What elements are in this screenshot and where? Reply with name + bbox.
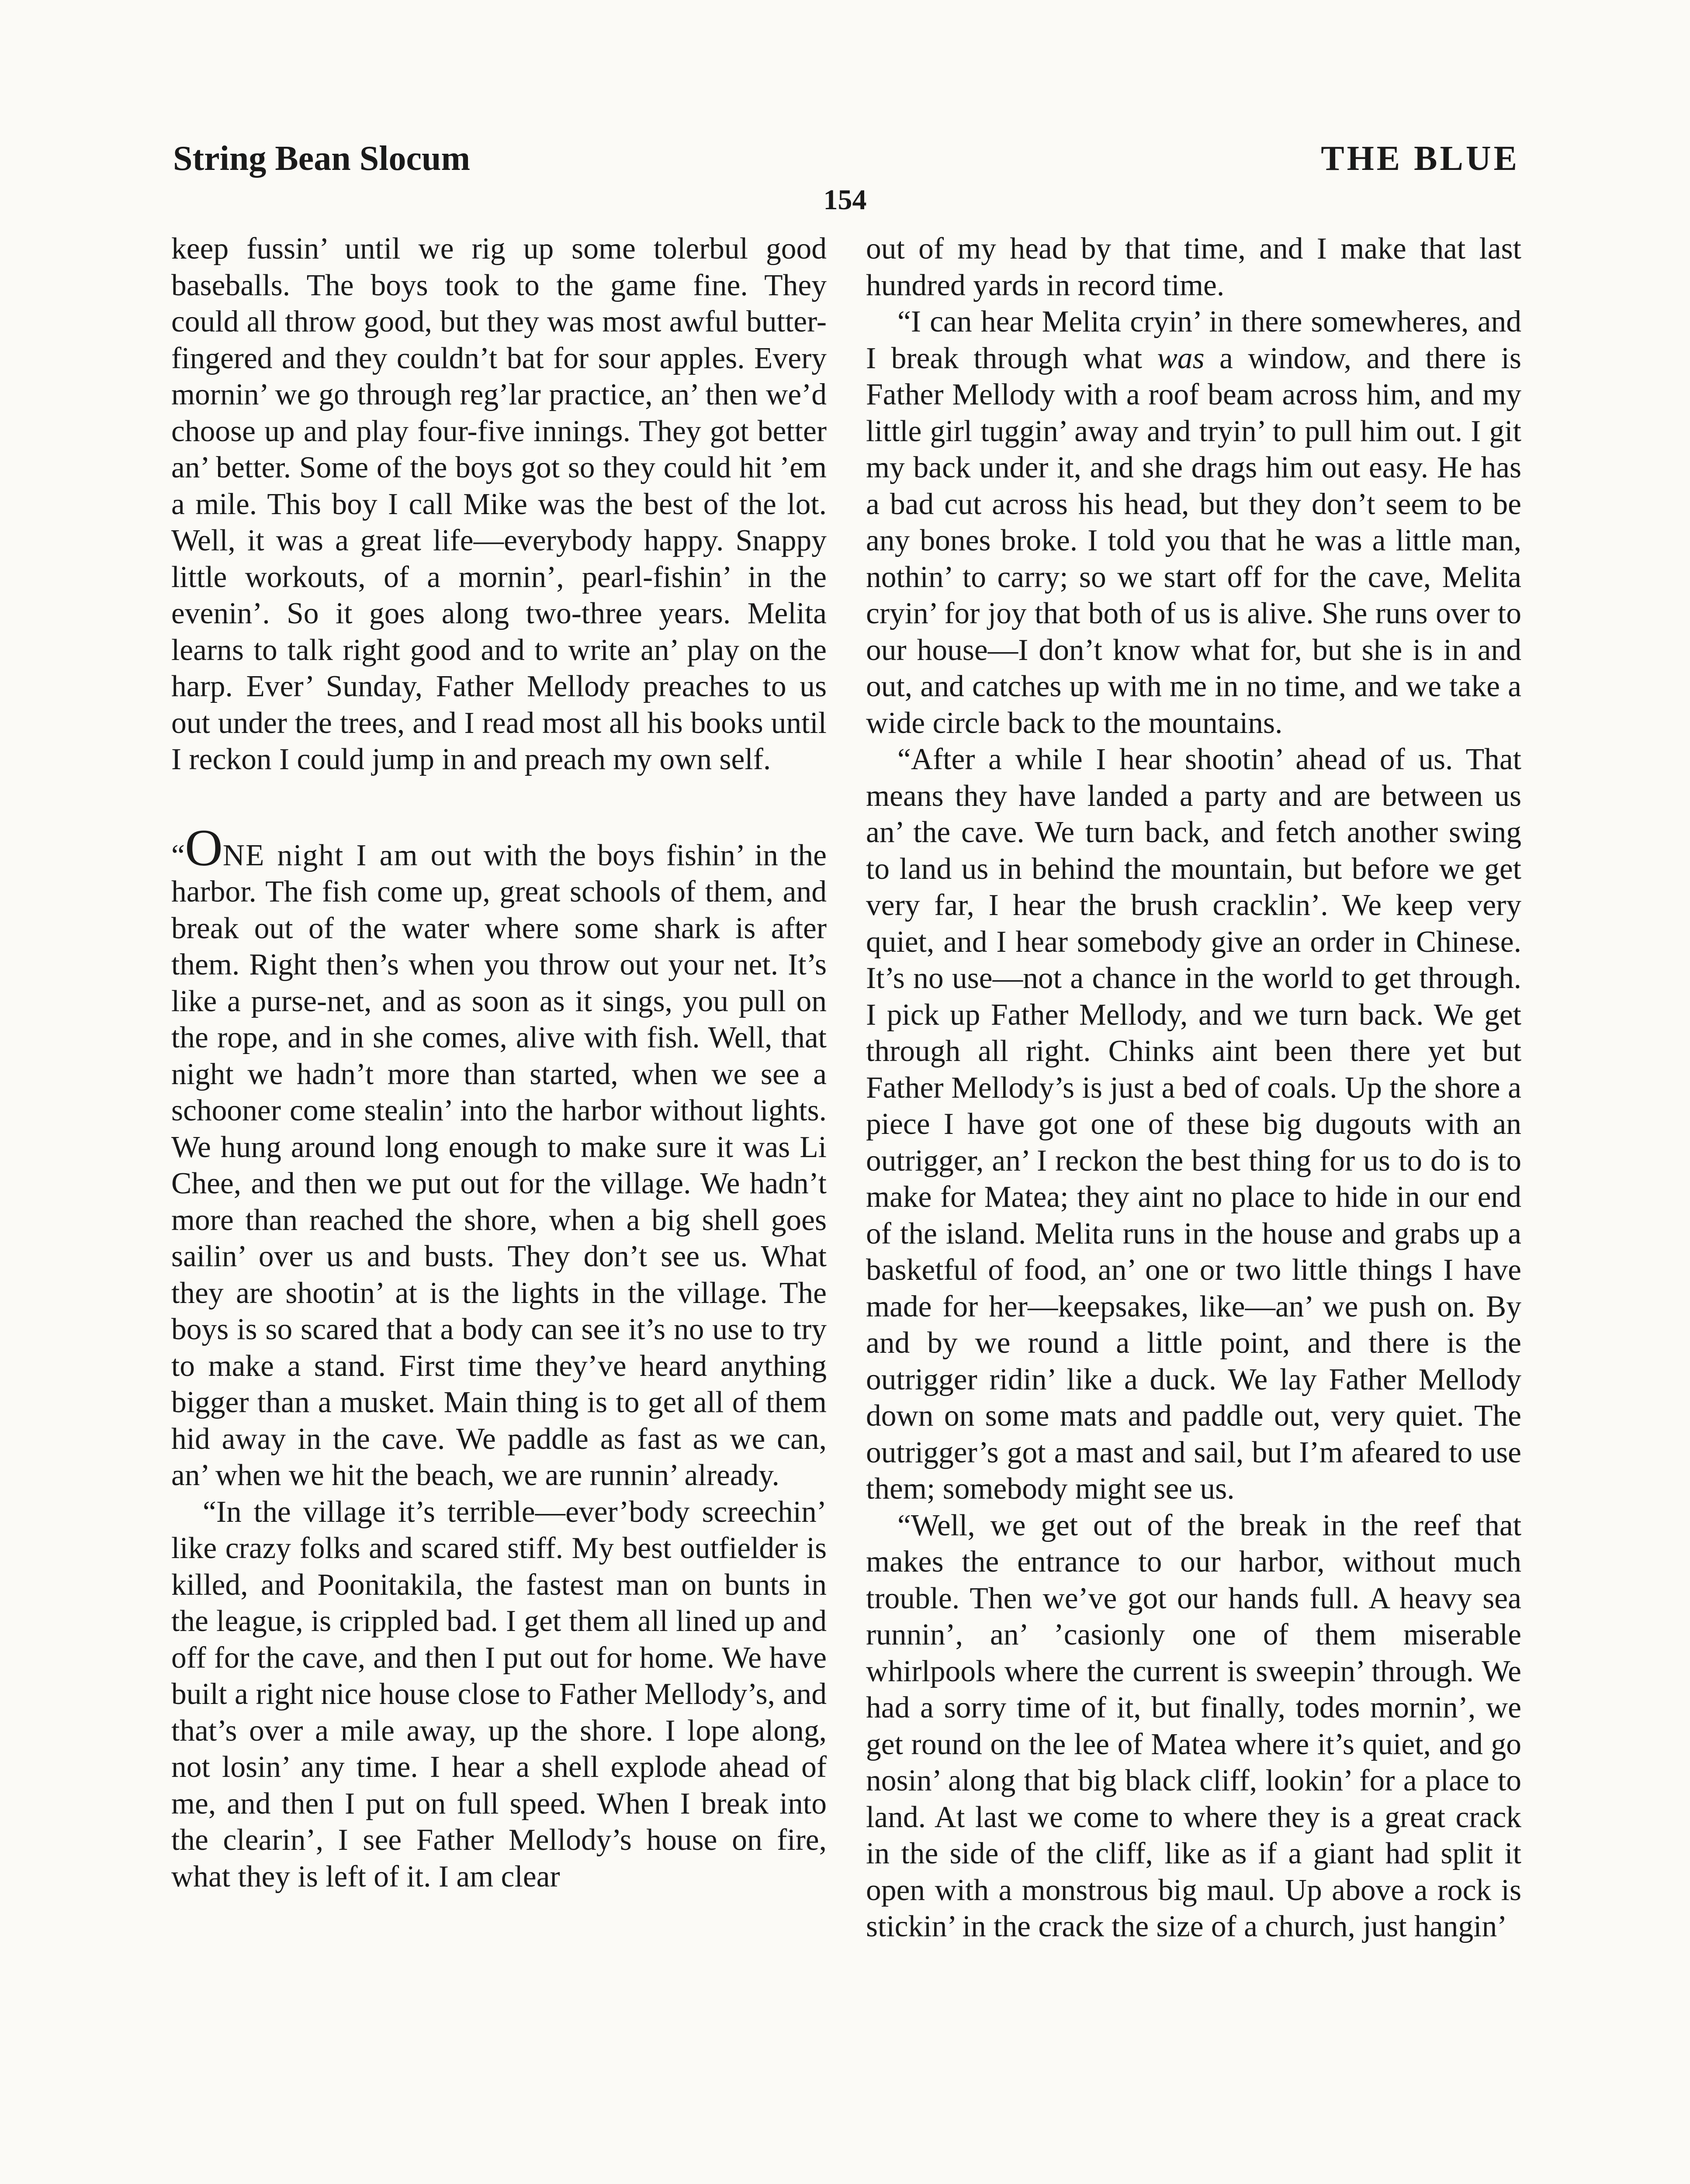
right-column: [866, 231, 1521, 1945]
paragraph-text: “I can hear Melita cryin’ in there somewheres, and I break through what: [866, 305, 1521, 375]
story-title: String Bean Slocum: [173, 139, 471, 178]
magazine-title: THE BLUE: [1321, 139, 1520, 178]
paragraph: [866, 304, 1521, 741]
paragraph-text: with the boys fishin’ in the harbor. The fish come up, great schools of them, and break out of the water where some shark is after them. Right then’s when you throw out your net. It’s like a purse-net, and as soon as it sings, you pull on the rope, and in she comes, alive with fish. Well, that night we hadn’t more than started, when we see a schooner come stealin’ into the harbor without lights. We hung around long enough to make sure it was Li Chee, and then we put out for the village. We hadn’t more than reached the shore, when a big shell goes sailin’ over us and busts. They don’t see us. What they are shootin’ at is the lights in the village. The boys is so scared that a body can see it’s no use to try to make a stand. First time they’ve heard anything bigger than a musket. Main thing is to get all of them hid away in the cave. We paddle as fast as we can, an’ when we hit the beach, we are runnin’ already.: [171, 838, 827, 1492]
open-quote: “: [171, 838, 185, 872]
small-caps-lead: NE night I am out: [222, 838, 472, 872]
section-start-paragraph: [171, 818, 827, 1494]
paragraph: “Well, we get out of the break in the reef that makes the entrance to our harbor, without much trouble. Then we’ve got our hands full. A heavy sea runnin’, an’ ’casionly one of them miserable whirlpools where the current is sweepin’ through. We had a sorry time of it, but finally, todes mornin’, we get round on the lee of Matea where it’s quiet, and go nosin’ along that big black cliff, lookin’ for a place to land. At last we come to where they is a great crack in the side of the cliff, like as if a giant had split it open with a monstrous big maul. Up above a rock is stickin’ in the crack the size of a church, just hangin’: [866, 1508, 1521, 1943]
left-column: [171, 231, 827, 1895]
paragraph-text: a window, and there is Father Mellody with a roof beam across him, and my little girl tuggin’ away and tryin’ to pull him out. I git my back under it, and she drags him out easy. He has a bad cut across his head, but they don’t seem to be any bones broke. I told you that he was a little man, nothin’ to carry; so we start off for the cave, Melita cryin’ for joy that both of us is alive. She runs over to our house—I don’t know what for, but she is in and out, and catches up with me in no time, and we take a wide circle back to the mountains.: [866, 341, 1521, 740]
paragraph: “After a while I hear shootin’ ahead of us. That means they have landed a party and are between us an’ the cave. We turn back, and fetch another swing to land us in behind the mountain, but before we get very far, I hear the brush cracklin’. We keep very quiet, and I hear somebody give an order in Chinese. It’s no use—not a chance in the world to get through. I pick up Father Mellody, and we turn back. We get through all right. Chinks aint been there yet but Father Mellody’s is just a bed of coals. Up the shore a piece I have got one of these big dugouts with an outrigger, an’ I reckon the best thing for us to do is to make for Matea; they aint no place to hide in our end of the island. Melita runs in the house and grabs up a basketful of food, an’ one or two little things I have made for her—keepsakes, like—an’ we push on. By and by we round a little point, and there is the outrigger ridin’ like a duck. We lay Father Mellody down on some mats and paddle out, very quiet. The outrigger’s got a mast and sail, but I’m afeared to use them; somebody might see us.: [866, 743, 1521, 1506]
paragraph: keep fussin’ until we rig up some tolerbul good baseballs. The boys took to the game fine. They could all throw good, but they was most awful butter-fingered and they couldn’t bat for sour apples. Every mornin’ we go through reg’lar practice, an’ then we’d choose up and play four-five innings. They got better an’ better. Some of the boys got so they could hit ’em a mile. This boy I call Mike was the best of the lot. Well, it was a great life—everybody happy. Snappy little workouts, of a mornin’, pearl-fishin’ in the evenin’. So it goes along two-three years. Melita learns to talk right good and to write an’ play on the harp. Ever’ Sunday, Father Mellody preaches to us out under the trees, and I read most all his books until I reckon I could jump in and preach my own self.: [171, 232, 827, 776]
paragraph: “In the village it’s terrible—ever’body screechin’ like crazy folks and scared stiff. My best outfielder is killed, and Poonitakila, the fastest man on bunts in the league, is crippled bad. I get them all lined up and off for the cave, and then I put out for home. We have built a right nice house close to Father Mellody’s, and that’s over a mile away, up the shore. I lope along, not losin’ any time. I hear a shell explode ahead of me, and then I put on full speed. When I break into the clearin’, I see Father Mellody’s house on fire, what they is left of it. I am clear: [171, 1495, 827, 1894]
paragraph: out of my head by that time, and I make that last hundred yards in record time.: [866, 232, 1521, 302]
italic-word: was: [1157, 341, 1205, 375]
page-number: 154: [823, 184, 867, 216]
drop-cap: O: [185, 818, 223, 877]
